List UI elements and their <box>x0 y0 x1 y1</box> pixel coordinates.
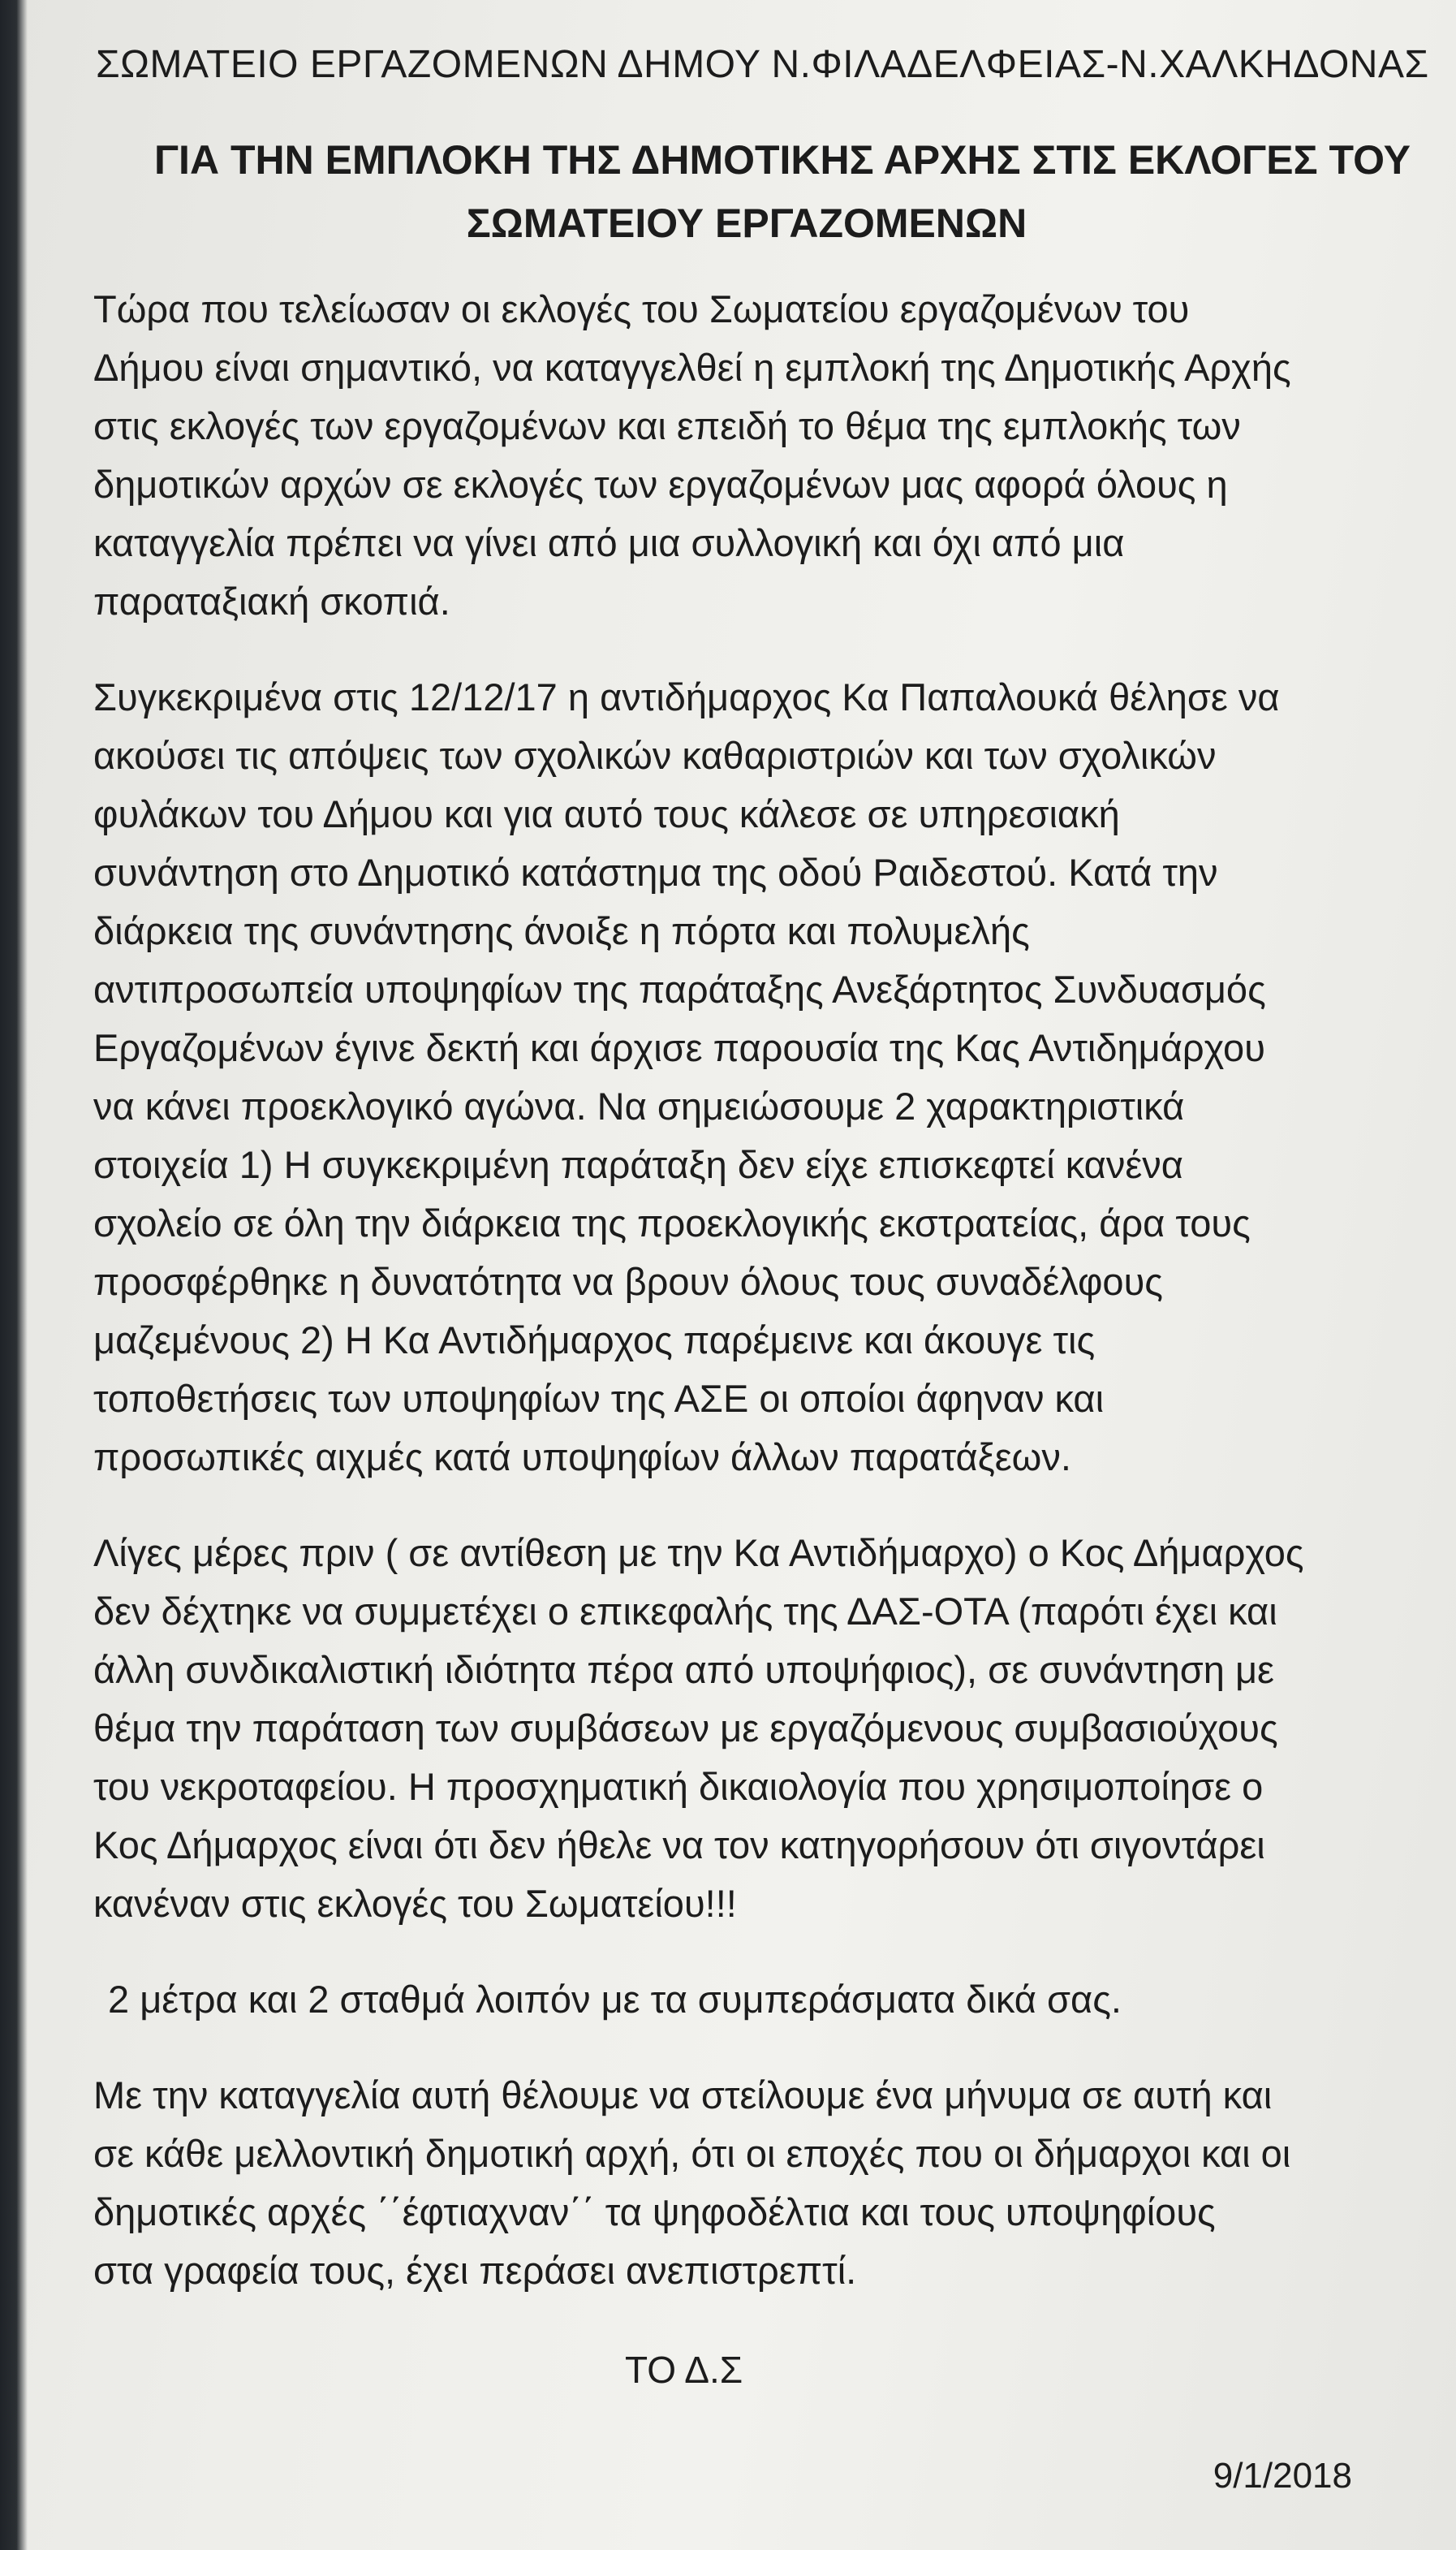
paragraph-line: Συγκεκριμένα στις 12/12/17 η αντιδήμαρχος Κα Παπαλουκά θέλησε να <box>93 675 1280 718</box>
paragraph-line: ακούσει τις απόψεις των σχολικών καθαριστριών και των σχολικών <box>93 734 1217 777</box>
title-line-1: ΓΙΑ ΤΗΝ ΕΜΠΛΟΚΗ ΤΗΣ ΔΗΜΟΤΙΚΗΣ ΑΡΧΗΣ ΣΤΙΣ ΕΚΛΟΓΕΣ ΤΟΥ <box>154 137 1411 183</box>
paragraph-line: στις εκλογές των εργαζομένων και επειδή το θέμα της εμπλοκής των <box>93 404 1241 447</box>
page-shadow-edge <box>0 0 28 2550</box>
paragraph-line: δημοτικές αρχές ΄΄έφτιαχναν΄΄ τα ψηφοδέλτια και τους υποψηφίους <box>93 2190 1216 2233</box>
paragraph-5 <box>93 2066 1412 2300</box>
document-date: 9/1/2018 <box>1213 2456 1352 2496</box>
paragraph-line: παραταξιακή σκοπιά. <box>93 580 450 623</box>
document-body <box>93 280 1412 2300</box>
paragraph-line: σχολείο σε όλη την διάρκεια της προεκλογικής εκστρατείας, άρα τους <box>93 1202 1251 1245</box>
paragraph-line: Με την καταγγελία αυτή θέλουμε να στείλουμε ένα μήνυμα σε αυτή και <box>93 2073 1273 2116</box>
paragraph-line: δημοτικών αρχών σε εκλογές των εργαζομένων μας αφορά όλους η <box>93 463 1228 506</box>
paragraph-line: στοιχεία 1) Η συγκεκριμένη παράταξη δεν είχε επισκεφτεί κανένα <box>93 1143 1183 1186</box>
paragraph-line: του νεκροταφείου. Η προσχηματική δικαιολογία που χρησιμοποίησε ο <box>93 1765 1264 1808</box>
paragraph-4 <box>93 1970 1412 2029</box>
paragraph-line: Δήμου είναι σημαντικό, να καταγγελθεί η εμπλοκή της Δημοτικής Αρχής <box>93 346 1291 389</box>
paragraph-line: να κάνει προεκλογικό αγώνα. Να σημειώσουμε 2 χαρακτηριστικά <box>93 1085 1185 1128</box>
paragraph-line: φυλάκων του Δήμου και για αυτό τους κάλεσε σε υπηρεσιακή <box>93 792 1120 835</box>
paragraph-3 <box>93 1524 1412 1933</box>
paragraph-line: μαζεμένους 2) Η Κα Αντιδήμαρχος παρέμεινε και άκουγε τις <box>93 1318 1096 1361</box>
paragraph-line: διάρκεια της συνάντησης άνοιξε η πόρτα και πολυμελής <box>93 909 1030 952</box>
paragraph-line: Κος Δήμαρχος είναι ότι δεν ήθελε να τον κατηγορήσουν ότι σιγοντάρει <box>93 1823 1265 1866</box>
paragraph-line: τοποθετήσεις των υποψηφίων της ΑΣΕ οι οποίοι άφηναν και <box>93 1377 1105 1420</box>
paragraph-line: σε κάθε μελλοντική δημοτική αρχή, ότι οι εποχές που οι δήμαρχοι και οι <box>93 2132 1291 2175</box>
paragraph-line: θέμα την παράταση των συμβάσεων με εργαζόμενους συμβασιούχους <box>93 1706 1278 1750</box>
paragraph-line: προσφέρθηκε η δυνατότητα να βρουν όλους τους συναδέλφους <box>93 1260 1163 1303</box>
paragraph-2 <box>93 668 1412 1486</box>
paragraph-line: προσωπικές αιχμές κατά υποψηφίων άλλων παρατάξεων. <box>93 1435 1071 1478</box>
paragraph-1 <box>93 280 1412 631</box>
paragraph-line: Εργαζομένων έγινε δεκτή και άρχισε παρουσία της Κας Αντιδημάρχου <box>93 1026 1265 1069</box>
paragraph-line: αντιπροσωπεία υποψηφίων της παράταξης Ανεξάρτητος Συνδυασμός <box>93 968 1266 1011</box>
union-header: ΣΩΜΑΤΕΙΟ ΕΡΓΑΖΟΜΕΝΩΝ ΔΗΜΟΥ Ν.ΦΙΛΑΔΕΛΦΕΙΑΣ-Ν.ΧΑΛΚΗΔΟΝΑΣ <box>96 43 1429 86</box>
signature: ΤΟ Δ.Σ <box>625 2349 743 2391</box>
paragraph-line: δεν δέχτηκε να συμμετέχει ο επικεφαλής της ΔΑΣ-ΟΤΑ (παρότι έχει και <box>93 1590 1277 1633</box>
document-title <box>154 128 1411 255</box>
paragraph-line: 2 μέτρα και 2 σταθμά λοιπόν με τα συμπεράσματα δικά σας. <box>108 1978 1122 2021</box>
paragraph-line: κανέναν στις εκλογές του Σωματείου!!! <box>93 1882 737 1925</box>
paragraph-line: στα γραφεία τους, έχει περάσει ανεπιστρεπτί. <box>93 2249 857 2292</box>
paragraph-line: συνάντηση στο Δημοτικό κατάστημα της οδού Ραιδεστού. Κατά την <box>93 851 1218 894</box>
paragraph-line: άλλη συνδικαλιστική ιδιότητα πέρα από υποψήφιος), σε συνάντηση με <box>93 1648 1275 1691</box>
title-line-2: ΣΩΜΑΤΕΙΟΥ ΕΡΓΑΖΟΜΕΝΩΝ <box>466 201 1027 246</box>
paragraph-line: Λίγες μέρες πριν ( σε αντίθεση με την Κα Αντιδήμαρχο) ο Κος Δήμαρχος <box>93 1531 1304 1574</box>
paragraph-line: καταγγελία πρέπει να γίνει από μια συλλογική και όχι από μια <box>93 521 1125 564</box>
paragraph-line: Τώρα που τελείωσαν οι εκλογές του Σωματείου εργαζομένων του <box>93 287 1190 330</box>
